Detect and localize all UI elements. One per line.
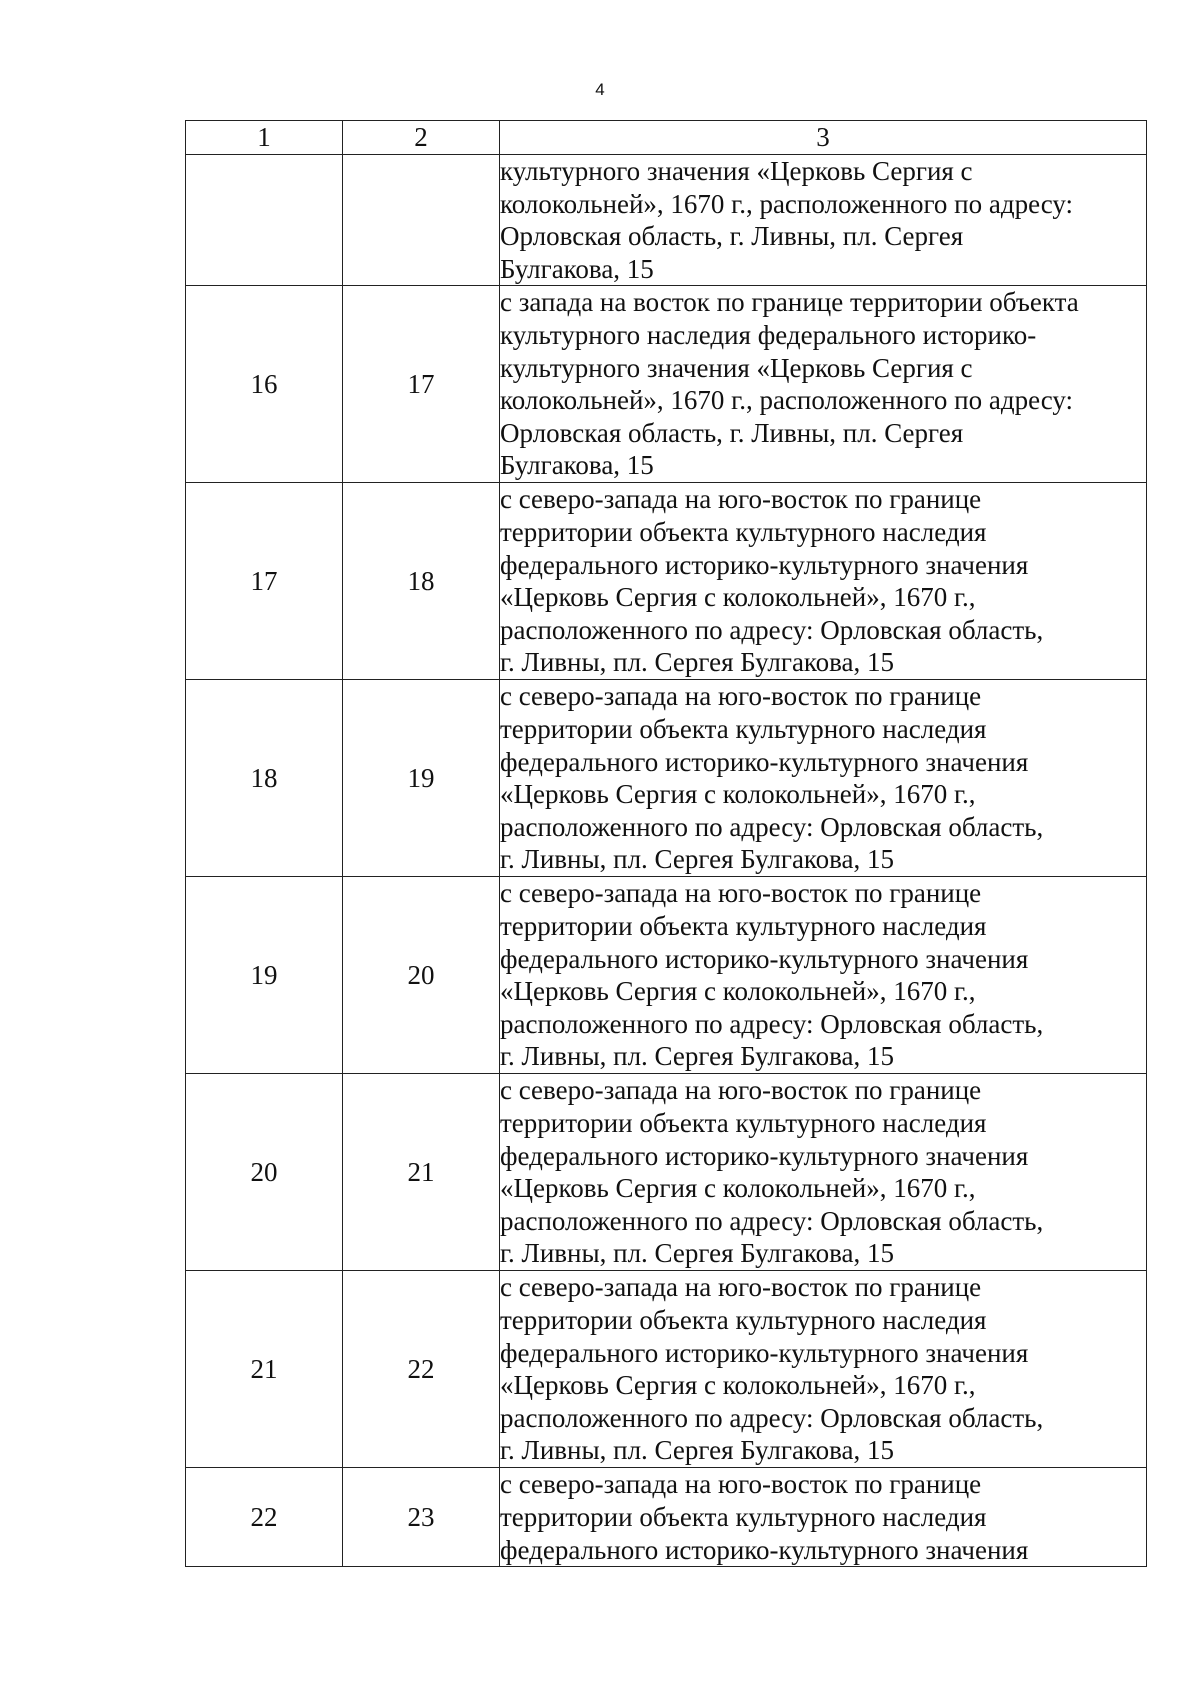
description-line: «Церковь Сергия с колокольней», 1670 г., (500, 779, 976, 810)
point-from-cell: 18 (186, 680, 343, 877)
description-line: г. Ливны, пл. Сергея Булгакова, 15 (500, 1041, 895, 1072)
description-line: с запада на восток по границе территории объекта (500, 287, 1079, 318)
page-number: 4 (595, 80, 605, 99)
description-cell (500, 1074, 1147, 1271)
description-cell (500, 155, 1147, 286)
point-to-cell: 22 (343, 1271, 500, 1468)
point-to-cell (343, 155, 500, 286)
description-cell (500, 483, 1147, 680)
point-to-cell: 17 (343, 286, 500, 483)
point-from-cell: 17 (186, 483, 343, 680)
description-line: Булгакова, 15 (500, 450, 654, 481)
description-line: г. Ливны, пл. Сергея Булгакова, 15 (500, 844, 895, 875)
description-line: территории объекта культурного наследия (500, 1501, 987, 1532)
description-line: территории объекта культурного наследия (500, 910, 987, 941)
point-to-cell: 20 (343, 877, 500, 1074)
description-line: территории объекта культурного наследия (500, 713, 987, 744)
table-row (186, 1468, 1147, 1567)
point-from-cell: 19 (186, 877, 343, 1074)
description-line: федерального историко-культурного значения (500, 549, 1029, 580)
description-line: г. Ливны, пл. Сергея Булгакова, 15 (500, 1435, 895, 1466)
point-from-cell (186, 155, 343, 286)
description-line: федерального историко-культурного значения (500, 1534, 1029, 1565)
description-line: с северо-запада на юго-восток по границе (500, 878, 982, 909)
point-from-cell: 21 (186, 1271, 343, 1468)
description-line: «Церковь Сергия с колокольней», 1670 г., (500, 582, 976, 613)
description-line: с северо-запада на юго-восток по границе (500, 1075, 982, 1106)
description-cell (500, 286, 1147, 483)
boundary-table (185, 120, 1147, 1567)
description-line: расположенного по адресу: Орловская область, (500, 614, 1044, 645)
description-line: с северо-запада на юго-восток по границе (500, 1272, 982, 1303)
description-line: «Церковь Сергия с колокольней», 1670 г., (500, 1370, 976, 1401)
point-from-cell: 16 (186, 286, 343, 483)
point-to-cell: 23 (343, 1468, 500, 1567)
point-from-cell: 22 (186, 1468, 343, 1567)
description-line: федерального историко-культурного значения (500, 1337, 1029, 1368)
description-line: с северо-запада на юго-восток по границе (500, 1469, 982, 1500)
description-line: федерального историко-культурного значения (500, 1140, 1029, 1171)
description-line: с северо-запада на юго-восток по границе (500, 681, 982, 712)
description-line: Орловская область, г. Ливны, пл. Сергея (500, 417, 964, 448)
description-line: расположенного по адресу: Орловская область, (500, 811, 1044, 842)
description-line: расположенного по адресу: Орловская область, (500, 1008, 1044, 1039)
description-line: колокольней», 1670 г., расположенного по адресу: (500, 188, 1073, 219)
point-to-cell: 19 (343, 680, 500, 877)
description-line: расположенного по адресу: Орловская область, (500, 1205, 1044, 1236)
point-from-cell: 20 (186, 1074, 343, 1271)
table-row (186, 680, 1147, 877)
description-line: федерального историко-культурного значения (500, 746, 1029, 777)
description-line: культурного значения «Церковь Сергия с (500, 156, 973, 186)
description-line: территории объекта культурного наследия (500, 1304, 987, 1335)
point-to-cell: 18 (343, 483, 500, 680)
description-cell (500, 680, 1147, 877)
description-line: территории объекта культурного наследия (500, 1107, 987, 1138)
table-row (186, 286, 1147, 483)
description-line: территории объекта культурного наследия (500, 516, 987, 547)
description-line: «Церковь Сергия с колокольней», 1670 г., (500, 1173, 976, 1204)
description-cell (500, 1468, 1147, 1567)
description-line: федерального историко-культурного значения (500, 943, 1029, 974)
description-line: г. Ливны, пл. Сергея Булгакова, 15 (500, 1238, 895, 1269)
table-row (186, 1271, 1147, 1468)
description-line: культурного значения «Церковь Сергия с (500, 352, 973, 383)
table-header (186, 121, 1147, 155)
table-row (186, 155, 1147, 286)
header-col-2: 2 (343, 121, 500, 155)
point-to-cell: 21 (343, 1074, 500, 1271)
description-line: Орловская область, г. Ливны, пл. Сергея (500, 221, 964, 252)
description-line: г. Ливны, пл. Сергея Булгакова, 15 (500, 647, 895, 678)
table-row (186, 483, 1147, 680)
description-cell (500, 1271, 1147, 1468)
description-line: колокольней», 1670 г., расположенного по адресу: (500, 385, 1073, 416)
header-col-1: 1 (186, 121, 343, 155)
description-line: «Церковь Сергия с колокольней», 1670 г., (500, 976, 976, 1007)
description-line: Булгакова, 15 (500, 253, 654, 284)
table-row (186, 877, 1147, 1074)
description-line: расположенного по адресу: Орловская область, (500, 1402, 1044, 1433)
description-line: культурного наследия федерального историко- (500, 319, 1037, 350)
header-col-3: 3 (500, 121, 1147, 155)
description-line: с северо-запада на юго-восток по границе (500, 484, 982, 515)
table-row (186, 1074, 1147, 1271)
header-row (186, 121, 1147, 155)
description-cell (500, 877, 1147, 1074)
table-body (186, 155, 1147, 1567)
